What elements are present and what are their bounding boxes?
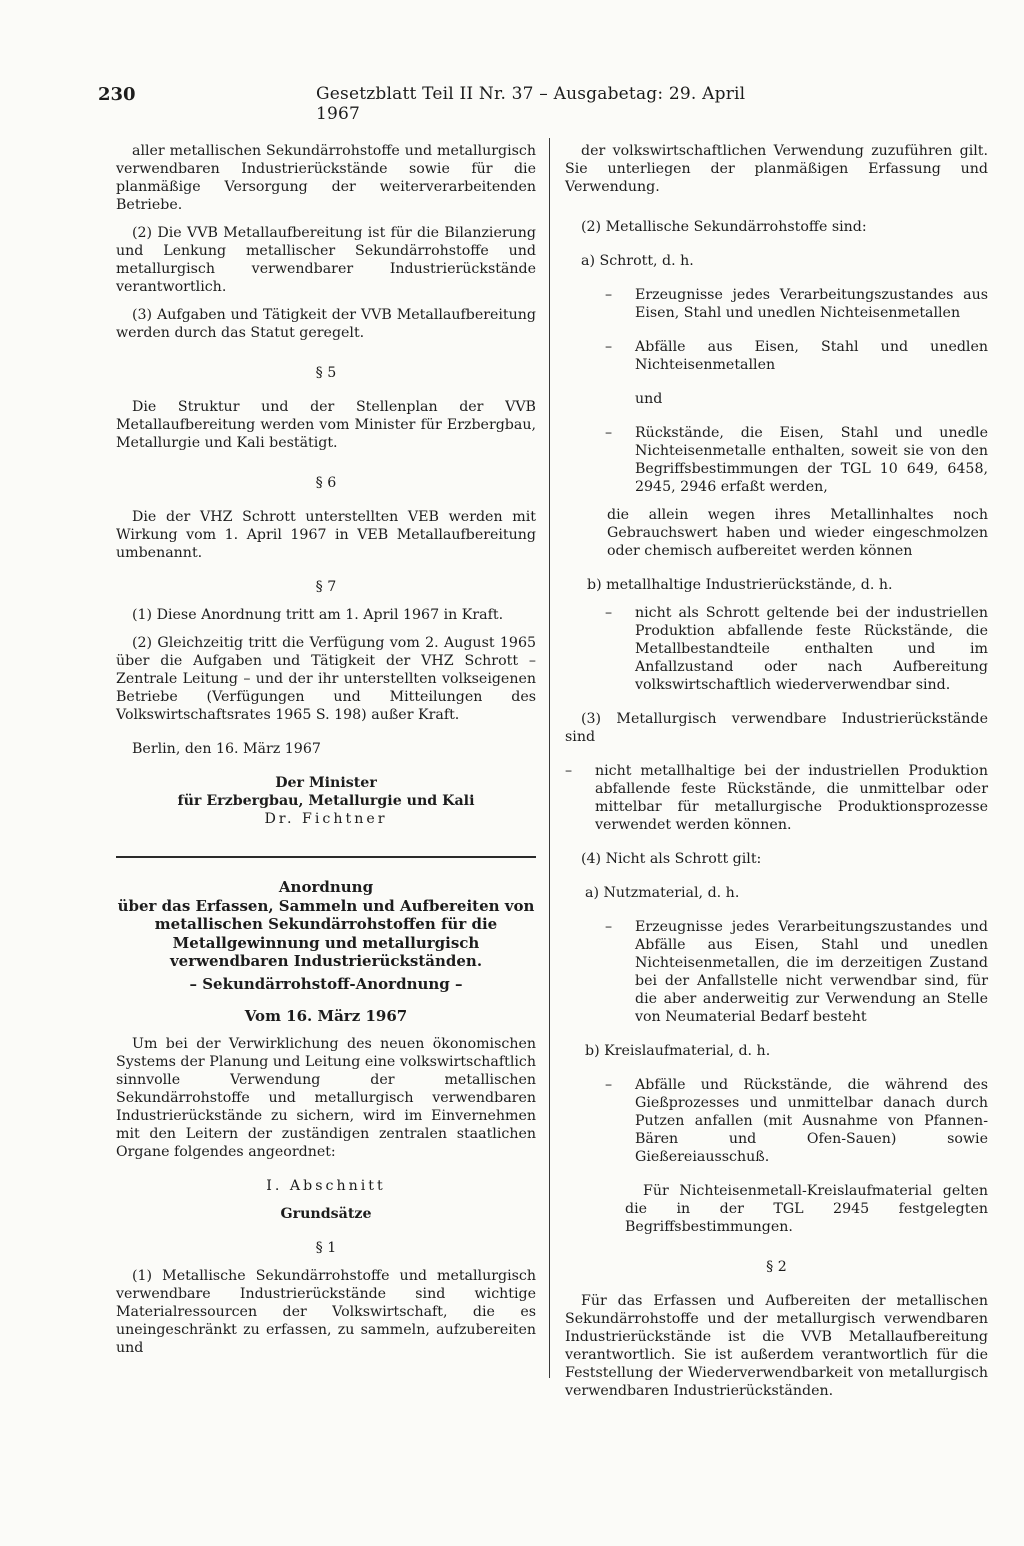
item-a-dash-3: Rückstände, die Eisen, Stahl und unedle Nichteisenmetalle enthalten, soweit sie von den Begriffsbestimmungen der TGL 10 649, 6458, 2945, 2946 erfaßt werden,	[635, 425, 988, 495]
item-4a-dash: Erzeugnisse jedes Verarbeitungszustandes und Abfälle aus Eisen, Stahl und unedlen Nichteisenmetallen, die im derzeitigen Zustand bei der Anfallstelle nicht verwendbar sind, für die aber anderweitig zur Verwendung an Stelle von Neumaterial Bedarf besteht	[635, 919, 988, 1025]
place-date: Berlin, den 16. März 1967	[132, 741, 321, 757]
order-date: Vom 16. März 1967	[244, 1007, 408, 1025]
conjunction-und: und	[635, 391, 663, 407]
dash-mark: –	[605, 605, 613, 621]
paragraph-1-3-dash: nicht metallhaltige bei der industriellen Produktion abfallende feste Rückstände, die unmittelbar oder mittelbar für metallurgische Produktionsprozesse verwendet werden können.	[595, 763, 988, 833]
paragraph-intro-continued: aller metallischen Sekundärrohstoffe und metallurgisch verwendbaren Industrierückstände sowie für die planmäßige Versorgung der weiterverarbeitenden Betriebe.	[116, 143, 536, 213]
section-1-paragraph-1: (1) Metallische Sekundärrohstoffe und metallurgisch verwendbare Industrierückstände sind wichtige Materialressourcen der Volkswirtschaft, die es uneingeschränkt zu erfassen, zu sammeln, aufzubereiten und	[116, 1268, 536, 1356]
list-item	[605, 1076, 988, 1166]
order-short-title: – Sekundärrohstoff-Anordnung –	[189, 974, 463, 993]
page-header	[98, 84, 788, 124]
item-a-dash-2: Abfälle aus Eisen, Stahl und unedlen Nichteisenmetallen	[635, 339, 988, 373]
item-4b-label: b) Kreislaufmaterial, d. h.	[585, 1043, 771, 1059]
right-column	[565, 142, 988, 1400]
item-b-label: b) metallhaltige Industrierückstände, d. h.	[587, 577, 893, 593]
paragraph-1-2: (2) Metallische Sekundärrohstoffe sind:	[581, 219, 867, 235]
section-heading: I. Abschnitt	[266, 1178, 386, 1194]
section-2-heading: § 2	[766, 1259, 787, 1275]
left-column	[116, 142, 536, 1357]
list-item	[605, 286, 988, 322]
paragraph-1-4: (4) Nicht als Schrott gilt:	[581, 851, 762, 867]
section-subheading: Grundsätze	[280, 1206, 372, 1222]
dash-mark: –	[565, 763, 573, 779]
order-title: Anordnung	[278, 878, 374, 896]
list-item	[605, 424, 988, 496]
list-item	[565, 762, 988, 834]
order-title-block	[116, 878, 536, 993]
signature-ministry: für Erzbergbau, Metallurgie und Kali	[177, 793, 475, 809]
order-subtitle: über das Erfassen, Sammeln und Aufbereiten von metallischen Sekundärrohstoffen für die Metallgewinnung und metallurgisch verwendbaren Industrierückständen.	[117, 896, 535, 970]
dash-mark: –	[605, 287, 613, 303]
section-7-paragraph-1: (1) Diese Anordnung tritt am 1. April 1967 in Kraft.	[132, 607, 504, 623]
item-b-dash-1: nicht als Schrott geltende bei der industriellen Produktion abfallende feste Rückstände, die Metallbestandteile enthalten und im Anfallzustand oder nach Aufbereitung volkswirtschaftlich wiederverwendbar sind.	[635, 605, 988, 693]
section-1-heading: § 1	[315, 1240, 337, 1256]
page-number: 230	[98, 84, 136, 105]
dash-mark: –	[605, 425, 613, 441]
signature-title: Der Minister	[275, 775, 377, 791]
dash-mark: –	[605, 919, 613, 935]
signature-name: Dr. Fichtner	[264, 811, 388, 827]
dash-mark: –	[605, 1077, 613, 1093]
list-item	[605, 338, 988, 374]
section-5-heading: § 5	[315, 365, 337, 381]
item-4a-label: a) Nutzmaterial, d. h.	[585, 885, 740, 901]
item-4b-tail: Für Nichteisenmetall-Kreislaufmaterial gelten die in der TGL 2945 festgelegten Begriffsbestimmungen.	[625, 1183, 988, 1235]
dash-mark: –	[605, 339, 613, 355]
paragraph-4-3: (3) Aufgaben und Tätigkeit der VVB Metallaufbereitung werden durch das Statut geregelt.	[116, 307, 536, 341]
list-item	[605, 604, 988, 694]
section-6-heading: § 6	[315, 475, 337, 491]
item-4b-dash: Abfälle und Rückstände, die während des Gießprozesses und unmittelbar danach durch Putzen anfallen (mit Ausnahme von Pfannen-Bären und Ofen-Sauen) sowie Gießereiausschuß.	[635, 1077, 988, 1165]
item-a-dash-1: Erzeugnisse jedes Verarbeitungszustandes aus Eisen, Stahl und unedlen Nichteisenmetallen	[635, 287, 988, 321]
item-a-tail: die allein wegen ihres Metallinhaltes noch Gebrauchswert haben und wieder eingeschmolzen oder chemisch aufbereitet werden können	[607, 507, 988, 559]
paragraph-continued: der volkswirtschaftlichen Verwendung zuzuführen gilt. Sie unterliegen der planmäßigen Erfassung und Verwendung.	[565, 143, 988, 195]
item-a-label: a) Schrott, d. h.	[581, 253, 694, 269]
paragraph-1-3: (3) Metallurgisch verwendbare Industrierückstände sind	[565, 711, 988, 745]
section-5-text: Die Struktur und der Stellenplan der VVB Metallaufbereitung werden vom Minister für Erzbergbau, Metallurgie und Kali bestätigt.	[116, 399, 536, 451]
column-divider	[549, 138, 550, 1378]
horizontal-rule	[116, 856, 536, 858]
section-6-text: Die der VHZ Schrott unterstellten VEB werden mit Wirkung vom 1. April 1967 in VEB Metallaufbereitung umbenannt.	[116, 509, 536, 561]
section-7-heading: § 7	[315, 579, 337, 595]
list-item	[605, 918, 988, 1026]
preamble: Um bei der Verwirklichung des neuen ökonomischen Systems der Planung und Leitung eine volkswirtschaftlich sinnvolle Verwendung der metallischen Sekundärrohstoffe und metallurgisch verwendbaren Industrierückstände zu sichern, wird im Einvernehmen mit den Leitern der zuständigen zentralen staatlichen Organe folgendes angeordnet:	[116, 1036, 536, 1160]
section-7-paragraph-2: (2) Gleichzeitig tritt die Verfügung vom 2. August 1965 über die Aufgaben und Tätigkeit der VHZ Schrott – Zentrale Leitung – und der ihr unterstellten volkseigenen Betriebe (Verfügungen und Mitteilungen des Volkswirtschaftsrates 1965 S. 198) außer Kraft.	[116, 635, 536, 723]
paragraph-4-2: (2) Die VVB Metallaufbereitung ist für die Bilanzierung und Lenkung metallischer Sekundärrohstoffe und metallurgisch verwendbarer Industrierückstände verantwortlich.	[116, 225, 536, 295]
section-2-text: Für das Erfassen und Aufbereiten der metallischen Sekundärrohstoffe und der metallurgisch verwendbaren Industrierückstände ist die VVB Metallaufbereitung verantwortlich. Sie ist außerdem verantwortlich für die Feststellung der Wiederverwendbarkeit von metallurgisch verwendbaren Industrierückständen.	[565, 1293, 988, 1399]
running-header-title: Gesetzblatt Teil II Nr. 37 – Ausgabetag: 29. April 1967	[316, 84, 746, 124]
